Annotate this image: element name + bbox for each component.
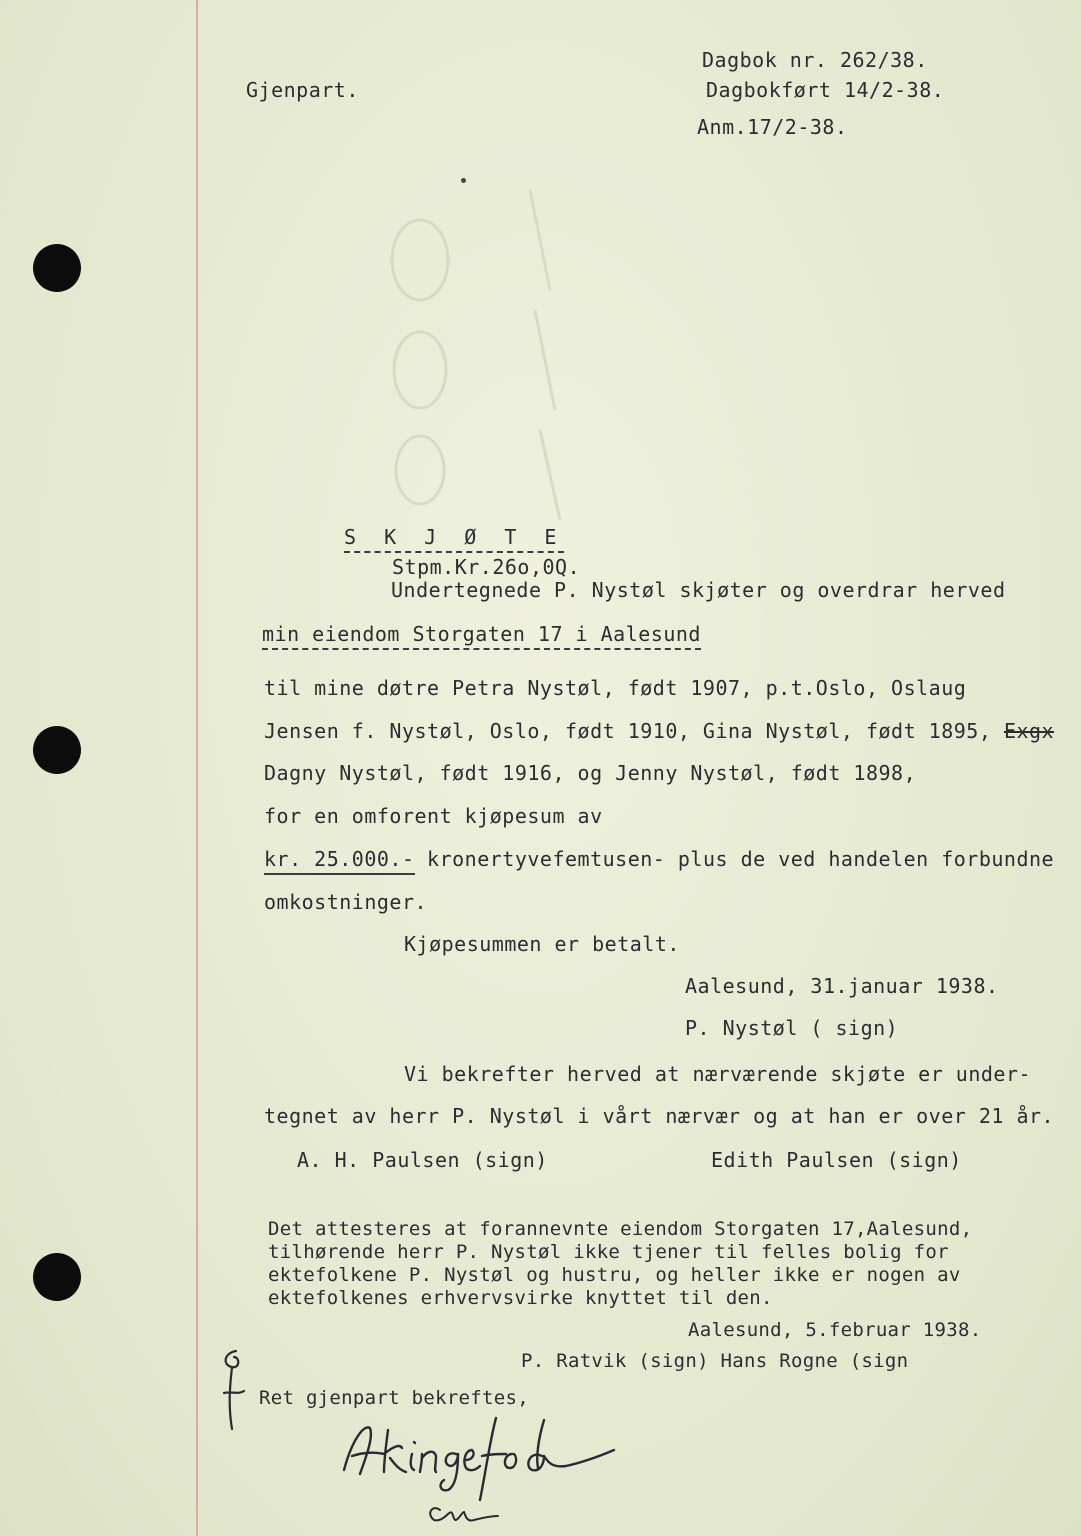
property-address: min eiendom Storgaten 17 i Aalesund <box>262 622 701 650</box>
seller-signature: P. Nystøl ( sign) <box>685 1016 899 1040</box>
deed-title-text: S K J Ø T E <box>344 525 564 553</box>
witness-line-2: tegnet av herr P. Nystøl i vårt nærvær og at han er over 21 år. <box>264 1104 1055 1128</box>
deed-line-4 <box>264 721 1054 741</box>
deed-line-4-text: Jensen f. Nystøl, Oslo, født 1910, Gina Nystøl, født 1895, <box>264 719 992 743</box>
journal-date: Dagbokført 14/2-38. <box>706 78 945 102</box>
annotation-date: Anm.17/2-38. <box>697 115 848 139</box>
punch-hole-bottom <box>33 1253 81 1301</box>
attest-line-4: ektefolkenes erhvervsvirke knyttet til den. <box>268 1287 773 1309</box>
deed-line-6: for en omforent kjøpesum av <box>264 804 603 828</box>
struck-text: Exgx <box>1003 719 1055 743</box>
ink-dot <box>461 178 466 183</box>
deed-line-7-rest: kronertyvefemtusen- plus de ved handelen forbundne <box>414 847 1055 871</box>
deed-line-2 <box>262 624 701 644</box>
deed-line-7 <box>264 849 1054 869</box>
punch-hole-top <box>33 244 81 292</box>
attest-signatures: P. Ratvik (sign) Hans Rogne (sign <box>521 1350 909 1372</box>
attest-line-1: Det attesteres at forannevnte eiendom Storgaten 17,Aalesund, <box>268 1218 973 1240</box>
attest-line-3: ektefolkene P. Nystøl og hustru, og heller ikke er nogen av <box>268 1264 961 1286</box>
deed-line-1: Undertegnede P. Nystøl skjøter og overdrar herved <box>391 578 1006 602</box>
punch-hole-middle <box>33 726 81 774</box>
deed-line-5: Dagny Nystøl, født 1916, og Jenny Nystøl, født 1898, <box>264 761 917 785</box>
witness-signature-1: A. H. Paulsen (sign) <box>297 1148 548 1172</box>
witness-line-1: Vi bekrefter herved at nærværende skjøte er under- <box>404 1062 1032 1086</box>
copy-label: Gjenpart. <box>246 78 359 102</box>
deed-place-date: Aalesund, 31.januar 1938. <box>685 974 999 998</box>
purchase-amount: kr. 25.000.- <box>264 847 415 875</box>
journal-number: Dagbok nr. 262/38. <box>702 48 928 72</box>
handwritten-signature <box>330 1410 620 1530</box>
stamp-duty: Stpm.Kr.26o,0Q. <box>392 555 581 579</box>
witness-signature-2: Edith Paulsen (sign) <box>711 1148 962 1172</box>
deed-line-8: omkostninger. <box>264 890 428 914</box>
margin-rule <box>196 0 198 1536</box>
attest-line-2: tilhørende herr P. Nystøl ikke tjener til felles bolig for <box>268 1241 949 1263</box>
initial-mark <box>214 1345 254 1435</box>
deed-line-9: Kjøpesummen er betalt. <box>404 932 680 956</box>
certification-text: Ret gjenpart bekreftes, <box>259 1387 529 1409</box>
attest-place-date: Aalesund, 5.februar 1938. <box>688 1319 982 1341</box>
faint-stamp-marks <box>360 170 600 550</box>
deed-line-3: til mine døtre Petra Nystøl, født 1907, p.t.Oslo, Oslaug <box>264 676 967 700</box>
deed-title <box>344 527 564 547</box>
